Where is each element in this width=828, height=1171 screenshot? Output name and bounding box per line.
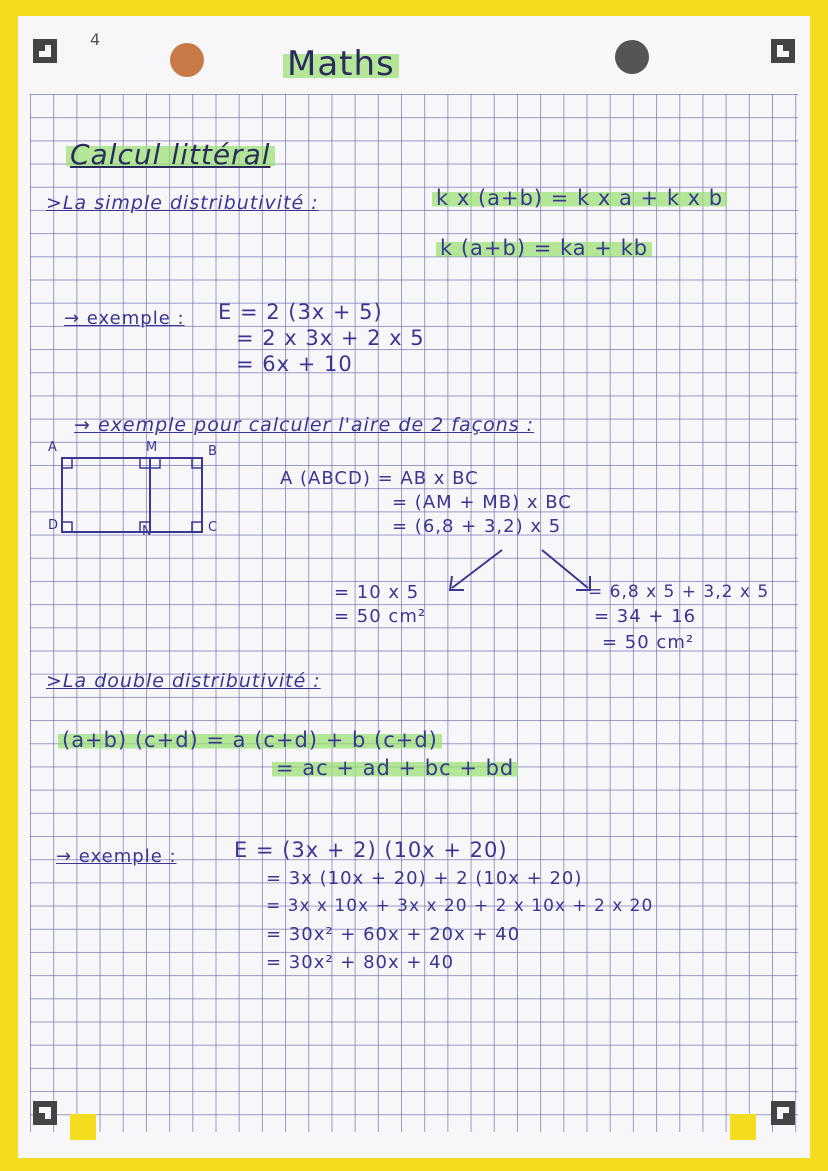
point-label-m: M xyxy=(146,440,159,455)
point-label-b: B xyxy=(208,444,218,459)
area-example-label: → exemple pour calculer l'aire de 2 façons : xyxy=(74,414,535,436)
double-example-line: E = (3x + 2) (10x + 20) xyxy=(234,838,508,862)
arrow-left-icon xyxy=(418,544,558,604)
area-line: = (6,8 + 3,2) x 5 xyxy=(392,516,562,537)
point-label-c: C xyxy=(208,520,219,535)
corner-marker-icon xyxy=(32,38,58,64)
right-margin xyxy=(798,16,810,1158)
area-right-line: = 50 cm² xyxy=(602,632,695,653)
notebook-page xyxy=(18,16,810,1158)
header-band xyxy=(18,16,810,94)
section-title: Calcul littéral xyxy=(66,138,275,171)
point-label-d: D xyxy=(48,518,60,533)
corner-marker-icon xyxy=(32,1100,58,1126)
double-example-line: = 30x² + 80x + 40 xyxy=(266,952,455,973)
double-rule-1-text: (a+b) (c+d) = a (c+d) + b (c+d) xyxy=(58,728,442,752)
point-label-n: N xyxy=(142,524,153,539)
area-line: = (AM + MB) x BC xyxy=(392,492,572,513)
dark-dot xyxy=(615,40,649,74)
yellow-square xyxy=(70,1114,96,1140)
area-left-line: = 50 cm² xyxy=(334,606,427,627)
double-example-line: = 30x² + 60x + 20x + 40 xyxy=(266,924,521,945)
double-example-line: = 3x (10x + 20) + 2 (10x + 20) xyxy=(266,868,583,889)
double-rule-2: = ac + ad + bc + bd xyxy=(272,756,518,780)
simple-distributivity-label: >La simple distributivité : xyxy=(46,192,319,214)
left-margin xyxy=(18,16,30,1158)
double-rule-1 xyxy=(58,728,442,752)
simple-rule-2: k (a+b) = ka + kb xyxy=(436,236,652,260)
simple-rule-1: k x (a+b) = k x a + k x b xyxy=(432,186,727,210)
point-label-a: A xyxy=(48,440,58,455)
double-distributivity-label: >La double distributivité : xyxy=(46,670,321,692)
simple-example-line: = 6x + 10 xyxy=(236,352,353,376)
orange-dot xyxy=(170,43,204,77)
simple-example-label: → exemple : xyxy=(64,308,185,329)
double-example-label: → exemple : xyxy=(56,846,177,867)
yellow-square xyxy=(730,1114,756,1140)
simple-example-line: E = 2 (3x + 5) xyxy=(218,300,383,324)
corner-marker-icon xyxy=(770,1100,796,1126)
double-example-line: = 3x x 10x + 3x x 20 + 2 x 10x + 2 x 20 xyxy=(266,896,654,916)
area-line: A (ABCD) = AB x BC xyxy=(280,468,479,489)
area-left-line: = 10 x 5 xyxy=(334,582,420,603)
area-right-line: = 6,8 x 5 + 3,2 x 5 xyxy=(588,582,770,602)
footer-band xyxy=(18,1132,810,1158)
corner-marker-icon xyxy=(770,38,796,64)
page-title: Maths xyxy=(283,44,399,84)
page-number: 4 xyxy=(90,30,102,49)
simple-example-line: = 2 x 3x + 2 x 5 xyxy=(236,326,425,350)
area-right-line: = 34 + 16 xyxy=(594,606,697,627)
